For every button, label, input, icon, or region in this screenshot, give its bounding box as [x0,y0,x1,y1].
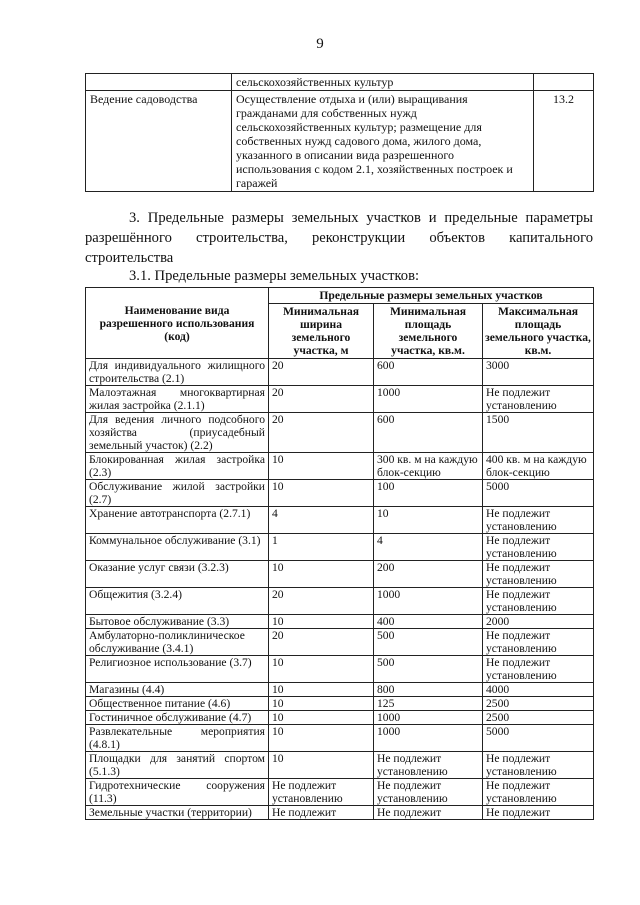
use-name-cell: Блокированная жилая застройка (2.3) [86,453,269,480]
section-heading-line: строительства [85,250,174,266]
table-row [86,779,594,806]
min-width-cell: 10 [269,752,374,779]
max-area-cell: Не подлежит установлению [483,534,594,561]
min-width-cell: 4 [269,507,374,534]
max-area-cell: 2000 [483,615,594,629]
table-row [86,91,594,192]
max-area-cell: 4000 [483,683,594,697]
max-area-cell: 5000 [483,725,594,752]
use-name-cell: Религиозное использование (3.7) [86,656,269,683]
min-width-cell: 20 [269,588,374,615]
table-row [86,615,594,629]
table-row [86,507,594,534]
page-number: 9 [316,36,324,52]
max-area-cell: Не подлежит установлению [483,779,594,806]
use-name-cell: Общественное питание (4.6) [86,697,269,711]
max-area-cell: Не подлежит установлению [483,386,594,413]
min-area-cell: 200 [374,561,483,588]
min-width-cell: 10 [269,453,374,480]
table-row [86,453,594,480]
use-code-cell: 13.2 [534,91,594,192]
table-row [86,629,594,656]
min-width-cell: Не подлежит [269,806,374,820]
max-area-cell: 1500 [483,413,594,453]
max-area-cell: 2500 [483,697,594,711]
max-area-cell: Не подлежит [483,806,594,820]
max-area-cell: Не подлежит установлению [483,656,594,683]
min-area-cell: 600 [374,413,483,453]
max-area-cell: Не подлежит установлению [483,507,594,534]
min-area-cell: 100 [374,480,483,507]
use-name-cell: Площадки для занятий спортом (5.1.3) [86,752,269,779]
min-width-cell: 1 [269,534,374,561]
use-name-cell: Хранение автотранспорта (2.7.1) [86,507,269,534]
table-row [86,386,594,413]
min-width-cell: Не подлежит установлению [269,779,374,806]
table-row [86,725,594,752]
use-name-cell: Амбулаторно-поликлиническое обслуживание (3.4.1) [86,629,269,656]
header-min-area: Минимальная площадь земельного участка, кв.м. [374,304,483,359]
header-use-name: Наименование вида разрешенного использования (код) [86,288,269,359]
table-row [86,656,594,683]
min-width-cell: 10 [269,615,374,629]
table-row [86,74,594,91]
use-name-cell: Оказание услуг связи (3.2.3) [86,561,269,588]
section-heading-3 [85,208,593,268]
max-area-cell: 2500 [483,711,594,725]
use-name-cell [86,74,232,91]
table-row [86,413,594,453]
max-area-cell: 3000 [483,359,594,386]
table-row [86,806,594,820]
table-row [86,683,594,697]
land-plot-sizes-table [85,287,594,820]
table-row [86,752,594,779]
use-name-cell: Для ведения личного подсобного хозяйства (приусадебный земельный участок) (2.2) [86,413,269,453]
section-heading-3-1: 3.1. Предельные размеры земельных участков: [129,268,420,284]
header-max-area: Максимальная площадь земельного участка, кв.м. [483,304,594,359]
min-area-cell: Не подлежит установлению [374,779,483,806]
use-name-cell: Развлекательные мероприятия (4.8.1) [86,725,269,752]
table-row [86,561,594,588]
max-area-cell: Не подлежит установлению [483,629,594,656]
min-width-cell: 10 [269,480,374,507]
max-area-cell: 400 кв. м на каждую блок-секцию [483,453,594,480]
min-area-cell: 1000 [374,386,483,413]
use-name-cell: Коммунальное обслуживание (3.1) [86,534,269,561]
min-area-cell: 1000 [374,711,483,725]
min-width-cell: 10 [269,697,374,711]
use-name-cell: Малоэтажная многоквартирная жилая застройка (2.1.1) [86,386,269,413]
min-area-cell: 500 [374,629,483,656]
table-row [86,711,594,725]
table-row [86,588,594,615]
max-area-cell: Не подлежит установлению [483,752,594,779]
use-name-cell: Бытовое обслуживание (3.3) [86,615,269,629]
min-area-cell: Не подлежит установлению [374,752,483,779]
use-description-cell: сельскохозяйственных культур [232,74,534,91]
table-row [86,534,594,561]
min-area-cell: 600 [374,359,483,386]
use-name-cell: Гидротехнические сооружения (11.3) [86,779,269,806]
continuation-table [85,73,594,192]
use-description-cell: Осуществление отдыха и (или) выращивания гражданами для собственных нужд сельскохозяйственных культур; размещение для собственных нужд садового дома, жилого дома, указанного в описании вида разрешенного использования с кодом 2.1, хозяйственных построек и гаражей [232,91,534,192]
min-width-cell: 20 [269,629,374,656]
table-row [86,697,594,711]
table-header-row [86,288,594,304]
min-area-cell: 1000 [374,725,483,752]
min-area-cell: 500 [374,656,483,683]
min-area-cell: 10 [374,507,483,534]
min-width-cell: 10 [269,656,374,683]
min-width-cell: 10 [269,711,374,725]
min-area-cell: 800 [374,683,483,697]
min-width-cell: 20 [269,413,374,453]
header-group-limits: Предельные размеры земельных участков [269,288,594,304]
use-name-cell: Общежития (3.2.4) [86,588,269,615]
min-area-cell: 125 [374,697,483,711]
section-heading-line: разрешённого строительства, реконструкции объектов капитального [85,230,593,246]
max-area-cell: Не подлежит установлению [483,588,594,615]
min-area-cell: 400 [374,615,483,629]
use-name-cell: Магазины (4.4) [86,683,269,697]
min-width-cell: 20 [269,359,374,386]
min-area-cell: Не подлежит [374,806,483,820]
use-name-cell: Гостиничное обслуживание (4.7) [86,711,269,725]
min-width-cell: 10 [269,561,374,588]
min-width-cell: 20 [269,386,374,413]
min-area-cell: 300 кв. м на каждую блок-секцию [374,453,483,480]
min-area-cell: 4 [374,534,483,561]
use-name-cell: Ведение садоводства [86,91,232,192]
section-heading-line: 3. Предельные размеры земельных участков и предельные параметры [129,210,593,226]
use-code-cell [534,74,594,91]
use-name-cell: Обслуживание жилой застройки (2.7) [86,480,269,507]
min-width-cell: 10 [269,725,374,752]
max-area-cell: 5000 [483,480,594,507]
max-area-cell: Не подлежит установлению [483,561,594,588]
table-row [86,480,594,507]
header-min-width: Минимальная ширина земельного участка, м [269,304,374,359]
min-width-cell: 10 [269,683,374,697]
use-name-cell: Для индивидуального жилищного строительства (2.1) [86,359,269,386]
min-area-cell: 1000 [374,588,483,615]
table-row [86,359,594,386]
use-name-cell: Земельные участки (территории) [86,806,269,820]
